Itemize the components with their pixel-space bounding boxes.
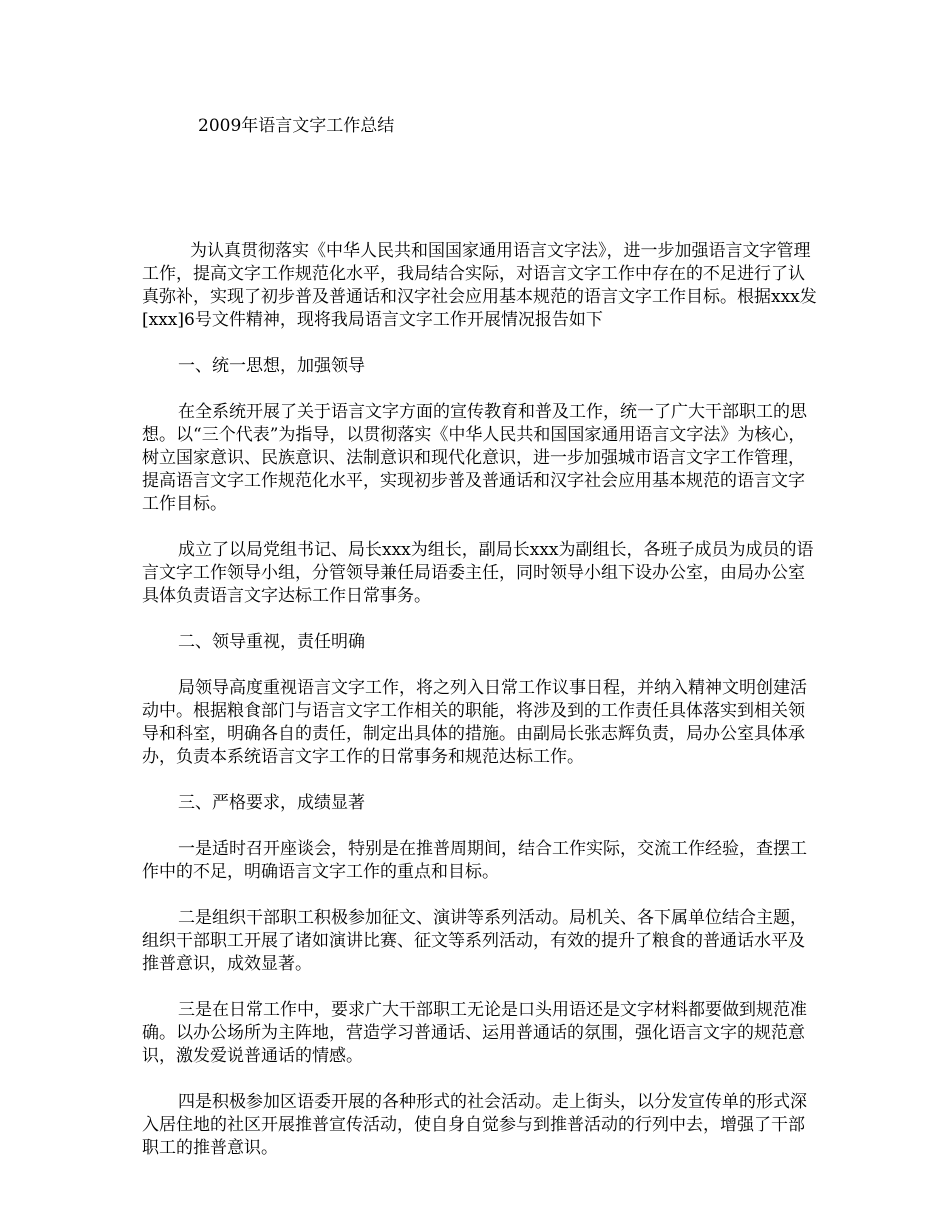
intro-paragraph: 为认真贯彻落实《中华人民共和国国家通用语言文字法》，进一步加强语言文字管理工作，提高文字工作规范化水平，我局结合实际，对语言文字工作中存在的不足进行了认真弥补，实现了初步普及普通话和汉字社会应用基本规范的语言文字工作目标。根据xxx发[xxx]6号文件精神，现将我局语言文字工作开展情况报告如下 — [142, 241, 817, 330]
document-body — [142, 240, 818, 1183]
section3-paragraph-1: 一是适时召开座谈会，特别是在推普周期间，结合工作实际，交流工作经验，查摆工作中的不足，明确语言文字工作的重点和目标。 — [142, 839, 807, 882]
document-title: 2009年语言文字工作总结 — [198, 116, 395, 136]
section-heading-3: 三、严格要求，成绩显著 — [178, 793, 365, 813]
section3-paragraph-3: 三是在日常工作中，要求广大干部职工无论是口头用语还是文字材料都要做到规范准确。以办公场所为主阵地，营造学习普通话、运用普通话的氛围，强化语言文字的规范意识，激发爱说普通话的情感。 — [142, 1000, 807, 1066]
section-heading-2: 二、领导重视，责任明确 — [178, 632, 365, 652]
section3-paragraph-4: 四是积极参加区语委开展的各种形式的社会活动。走上街头，以分发宣传单的形式深入居住地的社区开展推普宣传活动，使自身自觉参与到推普活动的行列中去，增强了干部职工的推普意识。 — [142, 1092, 807, 1158]
section2-paragraph-1: 局领导高度重视语言文字工作，将之列入日常工作议事日程，并纳入精神文明创建活动中。根据粮食部门与语言文字工作相关的职能，将涉及到的工作责任具体落实到相关领导和科室，明确各自的责任，制定出具体的措施。由副局长张志辉负责，局办公室具体承办，负责本系统语言文字工作的日常事务和规范达标工作。 — [142, 678, 807, 767]
section-heading-1: 一、统一思想，加强领导 — [178, 356, 365, 376]
section1-paragraph-1: 在全系统开展了关于语言文字方面的宣传教育和普及工作，统一了广大干部职工的思想。以“三个代表”为指导，以贯彻落实《中华人民共和国国家通用语言文字法》为核心，树立国家意识、民族意识、法制意识和现代化意识，进一步加强城市语言文字工作管理，提高语言文字工作规范化水平，实现初步普及普通话和汉字社会应用基本规范的语言文字工作目标。 — [142, 402, 807, 514]
section3-paragraph-2: 二是组织干部职工积极参加征文、演讲等系列活动。局机关、各下属单位结合主题，组织干部职工开展了诸如演讲比赛、征文等系列活动，有效的提升了粮食的普通话水平及推普意识，成效显著。 — [142, 908, 807, 974]
section1-paragraph-2: 成立了以局党组书记、局长xxx为组长，副局长xxx为副组长，各班子成员为成员的语言文字工作领导小组，分管领导兼任局语委主任，同时领导小组下设办公室，由局办公室具体负责语言文字达标工作日常事务。 — [142, 540, 814, 606]
